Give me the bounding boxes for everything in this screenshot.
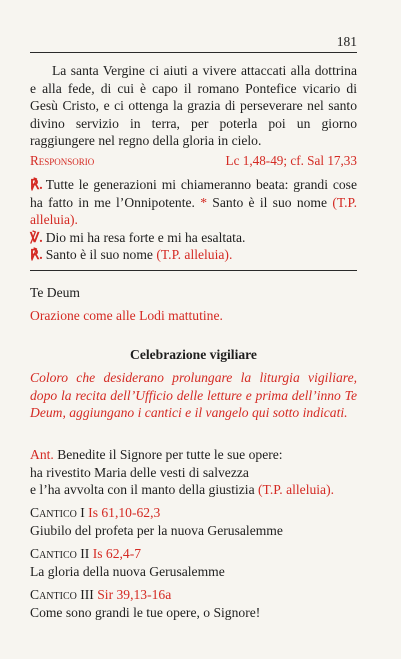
- canticle-label: Cantico I: [30, 505, 85, 520]
- canticle-title: Giubilo del profeta per la nuova Gerusalemme: [30, 522, 283, 538]
- responsorio-reference: Lc 1,48-49; cf. Sal 17,33: [225, 153, 357, 168]
- antiphon-label: Ant.: [30, 447, 54, 462]
- canticle-1: [30, 504, 357, 539]
- verse-text: Dio mi ha resa forte e mi ha esaltata.: [45, 229, 246, 245]
- asterisk-mark: *: [200, 194, 208, 210]
- vigil-heading: Celebrazione vigiliare: [130, 347, 257, 362]
- canticle-title: Come sono grandi le tue opere, o Signore!: [30, 604, 261, 620]
- response-symbol: ℟.: [30, 177, 43, 192]
- canticle-ref: Sir 39,13-16a: [97, 587, 172, 602]
- intro-paragraph: La santa Vergine ci aiuti a vivere attaccati alla dottrina e alla fede, di cui è capo il romano Pontefice vicario di Gesù Cristo, e ci ottenga la grazia di perseverare nel santo divino servizio in terra, per poterla poi un giorno raggiungere nel regno della gloria in cielo.: [30, 63, 357, 148]
- responsorio-verse: [30, 229, 357, 247]
- verse-symbol: ℣.: [30, 229, 43, 245]
- refrain-text-2: Santo è il suo nome: [45, 247, 153, 262]
- antiphon-line-3: e l’ha avvolta con il manto della giustizia (T.P. alleluia).: [30, 482, 335, 497]
- canticle-ref: Is 61,10-62,3: [88, 505, 161, 520]
- antiphon-line-2: ha rivestito Maria delle vesti di salvezza: [30, 464, 249, 480]
- tp-alleluia-2: (T.P. alleluia).: [156, 247, 233, 262]
- canticle-3: [30, 586, 357, 621]
- response-symbol-2: ℟.: [30, 247, 43, 262]
- middle-rule: [30, 270, 357, 271]
- vigil-rubric: Coloro che desiderano prolungare la liturgia vigiliare, dopo la recita dell’Ufficio delle letture e prima dell’inno Te Deum, aggiungano i cantici e il vangelo qui sotto indicati.: [30, 370, 357, 420]
- tp-alleluia-1: (T.P. alleluia).: [30, 194, 357, 227]
- top-rule: [30, 52, 357, 53]
- responsorio-line-1: [30, 176, 357, 229]
- responsorio-label: Responsorio: [30, 153, 95, 168]
- antiphon: [30, 446, 357, 499]
- response-text: Tutte le generazioni mi chiameranno beata: grandi cose ha fatto in me l’Onnipotente.: [30, 177, 357, 210]
- canticle-title: La gloria della nuova Gerusalemme: [30, 563, 225, 579]
- responsorio-body: [30, 176, 357, 264]
- responsorio-line-3: [30, 246, 357, 264]
- orazione-rubric: Orazione come alle Lodi mattutine.: [30, 308, 223, 323]
- antiphon-tp: (T.P. alleluia).: [258, 482, 335, 497]
- refrain-text: Santo è il suo nome: [212, 194, 328, 210]
- canticle-label: Cantico II: [30, 546, 90, 561]
- page-number: 181: [336, 34, 357, 49]
- antiphon-line-1: Ant. Benedite il Signore per tutte le sue opere:: [30, 447, 283, 462]
- canticle-label: Cantico III: [30, 587, 94, 602]
- te-deum: Te Deum: [30, 285, 81, 300]
- responsorio-header: [30, 153, 357, 169]
- canticle-2: [30, 545, 357, 580]
- canticle-ref: Is 62,4-7: [92, 546, 142, 561]
